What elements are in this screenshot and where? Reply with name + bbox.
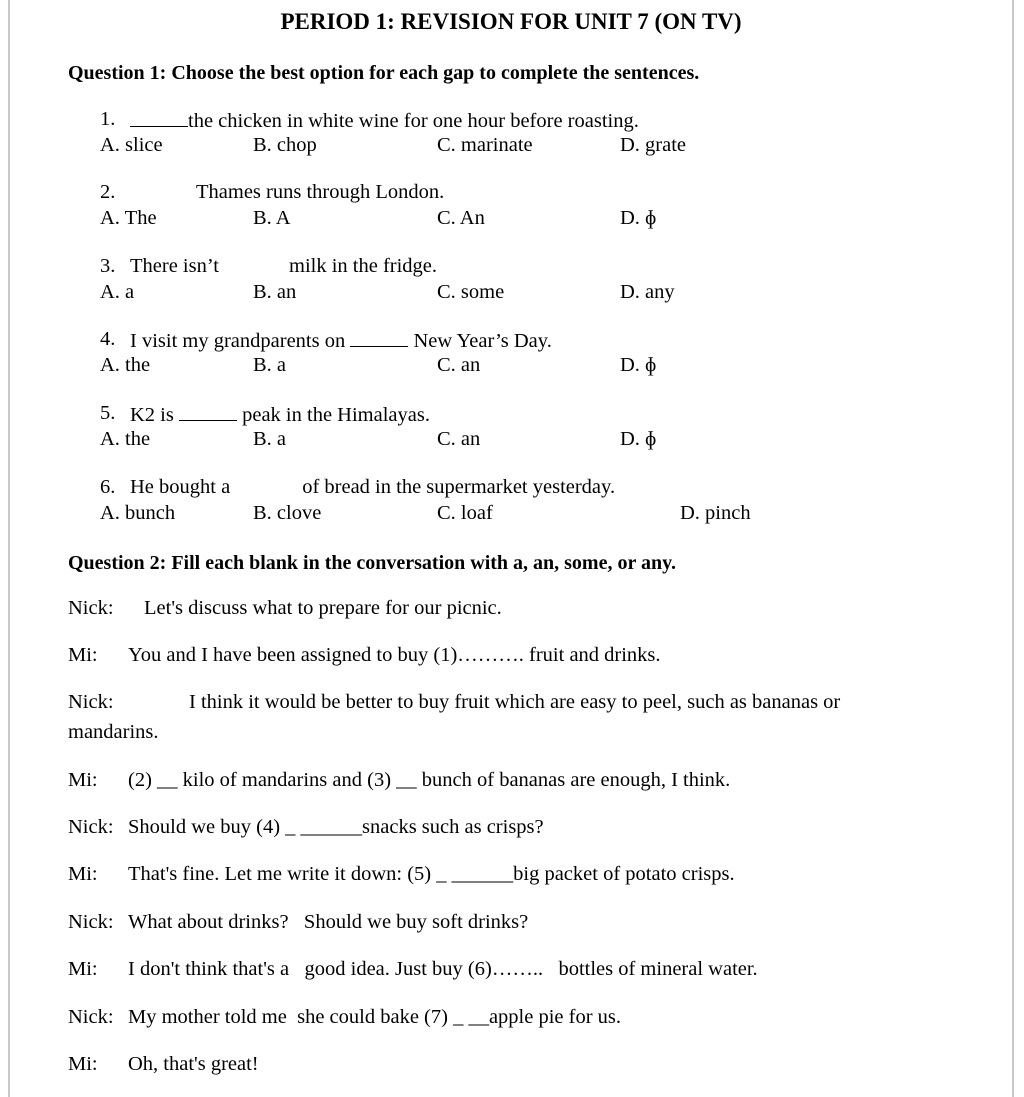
option-b: B. A: [253, 207, 291, 229]
option-c: C. some: [437, 281, 505, 303]
speaker-label: Nick:: [68, 597, 114, 619]
q1-item-5: [100, 402, 1000, 454]
dialogue-text: That's fine. Let me write it down: (5) _ ______big packet of potato crisps.: [128, 863, 735, 885]
dialogue-text: Should we buy (4) _ ______snacks such as crisps?: [128, 816, 544, 838]
speaker-label: Mi:: [68, 644, 98, 666]
option-a: A. bunch: [100, 502, 176, 524]
dialogue-text: Oh, that's great!: [128, 1053, 259, 1075]
option-d: D. ɸ: [620, 354, 657, 376]
dialogue-text: Let's discuss what to prepare for our picnic.: [144, 597, 502, 619]
speaker-label: Nick:: [68, 816, 114, 838]
dialogue-text: My mother told me she could bake (7) _ __apple pie for us.: [128, 1006, 622, 1028]
dialogue-text: You and I have been assigned to buy (1)………. fruit and drinks.: [128, 644, 661, 666]
option-a: A. slice: [100, 134, 163, 156]
question-1-heading: Question 1: Choose the best option for each gap to complete the sentences.: [68, 62, 700, 84]
q1-item-6: [100, 476, 1000, 528]
speaker-label: Nick:: [68, 1006, 114, 1028]
dialogue-text: I don't think that's a good idea. Just buy (6)…….. bottles of mineral water.: [128, 958, 758, 980]
dialogue-text: What about drinks? Should we buy soft drinks?: [128, 911, 529, 933]
option-d: D. any: [620, 281, 675, 303]
option-c: C. marinate: [437, 134, 533, 156]
speaker-label: Nick:: [68, 691, 114, 713]
answer-blank: [130, 108, 188, 127]
item-text: of bread in the supermarket yesterday.: [302, 476, 616, 498]
dialogue-text: (2) __ kilo of mandarins and (3) __ bunch of bananas are enough, I think.: [128, 769, 731, 791]
answer-blank: [350, 328, 408, 347]
option-b: B. a: [253, 354, 287, 376]
option-c: C. An: [437, 207, 485, 229]
speaker-label: Mi:: [68, 1053, 98, 1075]
item-number: 4.: [100, 328, 116, 350]
option-a: A. The: [100, 207, 157, 229]
question-2-heading: Question 2: Fill each blank in the conversation with a, an, some, or any.: [68, 552, 677, 574]
item-text-before: He bought a: [130, 476, 231, 498]
option-d: D. ɸ: [620, 428, 657, 450]
option-d: D. ɸ: [620, 207, 657, 229]
dialogue-text-continued: mandarins.: [68, 721, 159, 743]
dialogue-text: I think it would be better to buy fruit which are easy to peel, such as bananas or: [189, 691, 841, 713]
item-text-before: I visit my grandparents on: [130, 330, 346, 352]
option-b: B. chop: [253, 134, 317, 156]
item-number: 3.: [100, 255, 116, 277]
speaker-label: Nick:: [68, 911, 114, 933]
speaker-label: Mi:: [68, 958, 98, 980]
q1-item-1: [100, 108, 1000, 160]
option-b: B. clove: [253, 502, 322, 524]
item-text: Thames runs through London.: [196, 181, 445, 203]
option-a: A. the: [100, 354, 151, 376]
answer-blank: [179, 402, 237, 421]
option-b: B. an: [253, 281, 297, 303]
item-number: 5.: [100, 402, 116, 424]
q1-item-3: [100, 255, 1000, 307]
option-c: C. an: [437, 354, 481, 376]
document-page: [8, 0, 1014, 1097]
item-text: the chicken in white wine for one hour before roasting.: [188, 110, 639, 132]
option-a: A. the: [100, 428, 151, 450]
item-number: 6.: [100, 476, 116, 498]
speaker-label: Mi:: [68, 769, 98, 791]
option-d: D. pinch: [680, 502, 751, 524]
page-title: PERIOD 1: REVISION FOR UNIT 7 (ON TV): [280, 9, 742, 34]
item-text: peak in the Himalayas.: [242, 404, 430, 426]
item-text: New Year’s Day.: [413, 330, 552, 352]
q1-item-2: [100, 181, 1000, 233]
option-d: D. grate: [620, 134, 687, 156]
item-text-before: K2 is: [130, 404, 174, 426]
q1-item-4: [100, 328, 1000, 380]
option-a: A. a: [100, 281, 135, 303]
item-text-before: There isn’t: [130, 255, 219, 277]
item-text: milk in the fridge.: [289, 255, 438, 277]
speaker-label: Mi:: [68, 863, 98, 885]
item-number: 1.: [100, 108, 116, 130]
option-c: C. an: [437, 428, 481, 450]
option-b: B. a: [253, 428, 287, 450]
option-c: C. loaf: [437, 502, 493, 524]
item-number: 2.: [100, 181, 116, 203]
